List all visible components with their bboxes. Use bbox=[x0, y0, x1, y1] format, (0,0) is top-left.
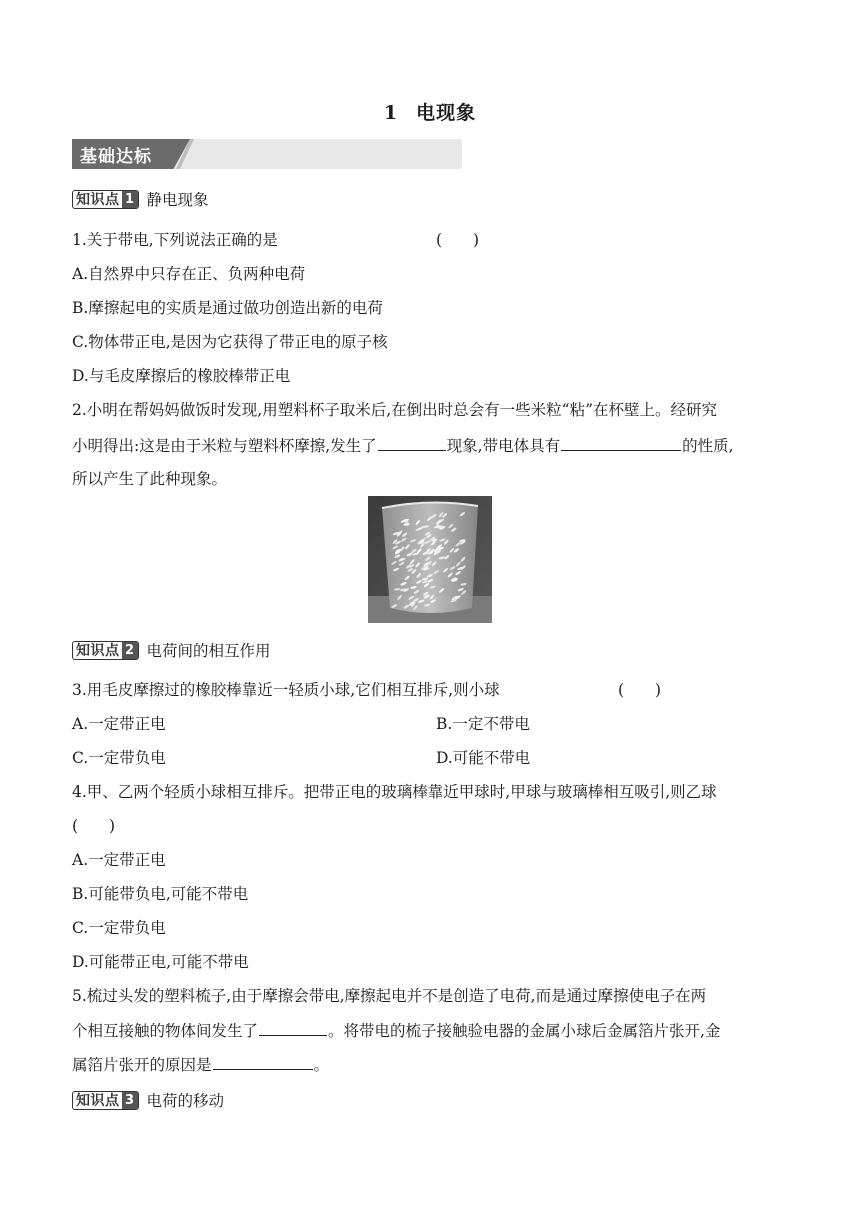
knowledge-point-number: 1 bbox=[122, 191, 138, 208]
section-banner bbox=[72, 139, 462, 169]
question-1-option-a: A.自然界中只存在正、负两种电荷 bbox=[72, 265, 306, 283]
answer-blank[interactable] bbox=[259, 1019, 327, 1036]
knowledge-point-name: 静电现象 bbox=[146, 191, 209, 209]
question-1-option-c: C.物体带正电,是因为它获得了带正电的原子核 bbox=[72, 333, 388, 351]
knowledge-point-label: 知识点 bbox=[76, 192, 120, 208]
knowledge-point-number: 2 bbox=[122, 642, 138, 659]
question-1-stem: 1.关于带电,下列说法正确的是 bbox=[72, 231, 278, 249]
question-3-answer-paren: ( ) bbox=[618, 681, 662, 699]
question-3-stem: 3.用毛皮摩擦过的橡胶棒靠近一轻质小球,它们相互排斥,则小球 bbox=[72, 681, 500, 699]
page-title bbox=[0, 98, 860, 125]
knowledge-point-badge bbox=[72, 190, 139, 209]
question-4-option-a: A.一定带正电 bbox=[72, 851, 166, 869]
banner-label: 基础达标 bbox=[80, 147, 152, 167]
knowledge-point-1 bbox=[72, 188, 209, 210]
knowledge-point-name: 电荷的移动 bbox=[146, 1092, 225, 1110]
question-5-line-1: 5.梳过头发的塑料梳子,由于摩擦会带电,摩擦起电并不是创造了电荷,而是通过摩擦使电子在两 bbox=[72, 987, 707, 1005]
question-4-stem: 4.甲、乙两个轻质小球相互排斥。把带正电的玻璃棒靠近甲球时,甲球与玻璃棒相互吸引,则乙球 bbox=[72, 783, 717, 801]
knowledge-point-label: 知识点 bbox=[76, 1093, 120, 1109]
question-2-line-2: 小明得出:这是由于米粒与塑料杯摩擦,发生了 现象,带电体具有 的性质, bbox=[72, 434, 734, 457]
question-2-line-1: 2.小明在帮妈妈做饭时发现,用塑料杯子取米后,在倒出时总会有一些米粒“粘”在杯壁上。经研究 bbox=[72, 401, 717, 419]
question-4-option-c: C.一定带负电 bbox=[72, 919, 166, 937]
question-1-option-d: D.与毛皮摩擦后的橡胶棒带正电 bbox=[72, 367, 291, 385]
knowledge-point-number: 3 bbox=[122, 1092, 138, 1109]
knowledge-point-label: 知识点 bbox=[76, 643, 120, 659]
answer-blank[interactable] bbox=[378, 434, 446, 451]
question-4-option-d: D.可能带正电,可能不带电 bbox=[72, 953, 249, 971]
question-1-option-b: B.摩擦起电的实质是通过做功创造出新的电荷 bbox=[72, 299, 383, 317]
title-number: 1 bbox=[383, 102, 399, 124]
title-text: 电现象 bbox=[416, 102, 477, 124]
question-3-option-a: A.一定带正电 bbox=[72, 715, 166, 733]
answer-blank[interactable] bbox=[561, 434, 681, 451]
knowledge-point-name: 电荷间的相互作用 bbox=[146, 642, 271, 660]
question-1-answer-paren: ( ) bbox=[436, 231, 480, 249]
question-4-option-b: B.可能带负电,可能不带电 bbox=[72, 885, 249, 903]
rice-cup-photo bbox=[368, 496, 492, 623]
knowledge-point-3 bbox=[72, 1089, 224, 1111]
question-5-line-3: 属箔片张开的原因是 。 bbox=[72, 1053, 329, 1076]
question-4-answer-paren: ( ) bbox=[72, 817, 116, 835]
question-2-line-3: 所以产生了此种现象。 bbox=[72, 470, 228, 488]
question-3-option-d: D.可能不带电 bbox=[436, 749, 531, 767]
question-3-option-b: B.一定不带电 bbox=[436, 715, 530, 733]
answer-blank[interactable] bbox=[213, 1053, 313, 1070]
knowledge-point-2 bbox=[72, 639, 271, 661]
question-5-line-2: 个相互接触的物体间发生了 。将带电的梳子接触验电器的金属小球后金属箔片张开,金 bbox=[72, 1019, 720, 1042]
knowledge-point-badge bbox=[72, 1091, 139, 1110]
knowledge-point-badge bbox=[72, 641, 139, 660]
question-3-option-c: C.一定带负电 bbox=[72, 749, 166, 767]
